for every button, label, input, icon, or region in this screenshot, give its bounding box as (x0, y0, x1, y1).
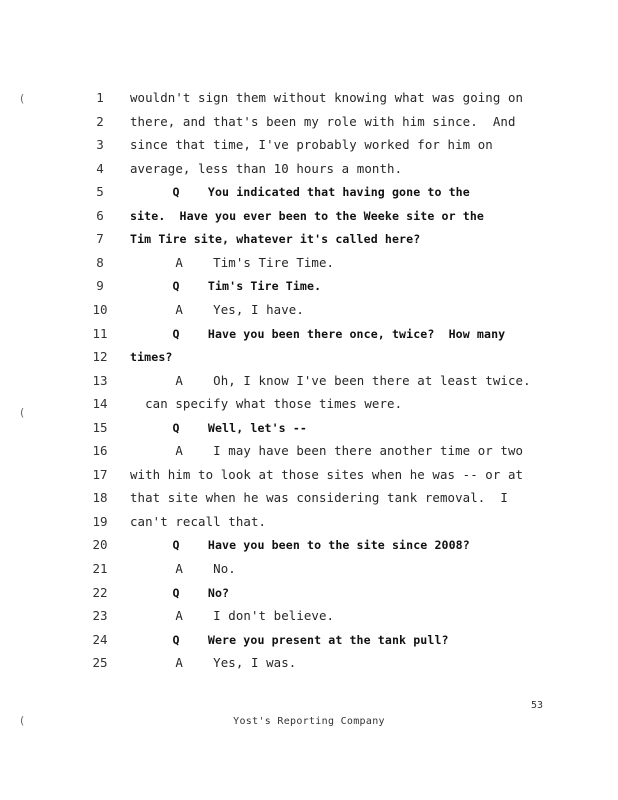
line-number: 13 (92, 372, 108, 388)
line-number: 11 (92, 325, 108, 341)
punch-hole-mark-bottom: ( (20, 714, 25, 727)
transcript-line (0, 370, 618, 392)
transcript-line (0, 346, 618, 368)
line-number: 7 (96, 231, 104, 247)
question-text: times? (130, 350, 173, 365)
line-number: 25 (92, 655, 108, 671)
transcript-line (0, 158, 618, 180)
transcript-line (0, 111, 618, 133)
transcript-line (0, 558, 618, 580)
line-number: 24 (92, 631, 108, 647)
answer-text: that site when he was considering tank removal. I (130, 490, 508, 506)
line-number: 20 (92, 537, 108, 553)
question-text: Q Have you been to the site since 2008? (130, 538, 470, 553)
answer-text: there, and that's been my role with him since. And (130, 113, 516, 129)
answer-text: since that time, I've probably worked for him on (130, 137, 493, 153)
page-number: 53 (531, 700, 544, 711)
answer-text: A I don't believe. (130, 608, 335, 624)
transcript-line (0, 299, 618, 321)
transcript-line (0, 487, 618, 509)
transcript-line (0, 134, 618, 156)
answer-text: can specify what those times were. (130, 396, 403, 412)
reporter-footer: Yost's Reporting Company (233, 716, 385, 727)
transcript-line (0, 605, 618, 627)
punch-hole-mark-middle: ( (20, 406, 25, 419)
answer-text: A Yes, I have. (130, 301, 304, 317)
transcript-line (0, 181, 618, 203)
transcript-line (0, 205, 618, 227)
line-number: 4 (96, 160, 104, 176)
question-text: Q Tim's Tire Time. (130, 279, 322, 294)
question-text: Q Have you been there once, twice? How many (130, 326, 506, 341)
answer-text: A Oh, I know I've been there at least twice. (130, 372, 531, 388)
transcript-line (0, 534, 618, 556)
answer-text: with him to look at those sites when he was -- or at (130, 466, 524, 482)
question-text: Q You indicated that having gone to the (130, 185, 470, 200)
line-number: 18 (92, 490, 108, 506)
answer-text: can't recall that. (130, 513, 267, 529)
question-text: Q Well, let's -- (130, 420, 308, 435)
answer-text: wouldn't sign them without knowing what was going on (130, 90, 524, 105)
punch-hole-mark-top: ( (20, 92, 25, 105)
answer-text: average, less than 10 hours a month. (130, 160, 403, 176)
transcript-line (0, 228, 618, 250)
line-number: 19 (92, 513, 108, 529)
question-text: Q No? (130, 585, 230, 600)
answer-text: A Tim's Tire Time. (130, 254, 335, 270)
transcript-line (0, 629, 618, 651)
transcript-line (0, 652, 618, 674)
line-number: 23 (92, 608, 108, 624)
transcript-line (0, 440, 618, 462)
transcript-line (0, 323, 618, 345)
line-number: 16 (92, 443, 108, 459)
line-number: 6 (96, 207, 104, 223)
line-number: 1 (96, 90, 104, 105)
line-number: 3 (96, 137, 104, 153)
answer-text: A Yes, I was. (130, 655, 297, 671)
transcript-line (0, 87, 618, 109)
line-number: 17 (92, 466, 108, 482)
transcript-line (0, 511, 618, 533)
line-number: 9 (96, 278, 104, 294)
line-number: 5 (96, 184, 104, 200)
question-text: site. Have you ever been to the Weeke site or the (130, 208, 485, 223)
line-number: 8 (96, 254, 104, 270)
line-number: 14 (92, 396, 108, 412)
transcript-line (0, 252, 618, 274)
question-text: Q Were you present at the tank pull? (130, 632, 449, 647)
question-text: Tim Tire site, whatever it's called here? (130, 232, 421, 247)
transcript-line (0, 275, 618, 297)
line-number: 15 (92, 419, 108, 435)
line-number: 2 (96, 113, 104, 129)
line-number: 10 (92, 301, 108, 317)
transcript-line (0, 464, 618, 486)
line-number: 21 (92, 561, 108, 576)
line-number: 12 (92, 349, 108, 365)
answer-text: A I may have been there another time or two (130, 443, 524, 459)
answer-text: A No. (130, 561, 236, 576)
line-number: 22 (92, 584, 108, 600)
transcript-line (0, 417, 618, 439)
transcript-line (0, 582, 618, 604)
transcript-line (0, 393, 618, 415)
